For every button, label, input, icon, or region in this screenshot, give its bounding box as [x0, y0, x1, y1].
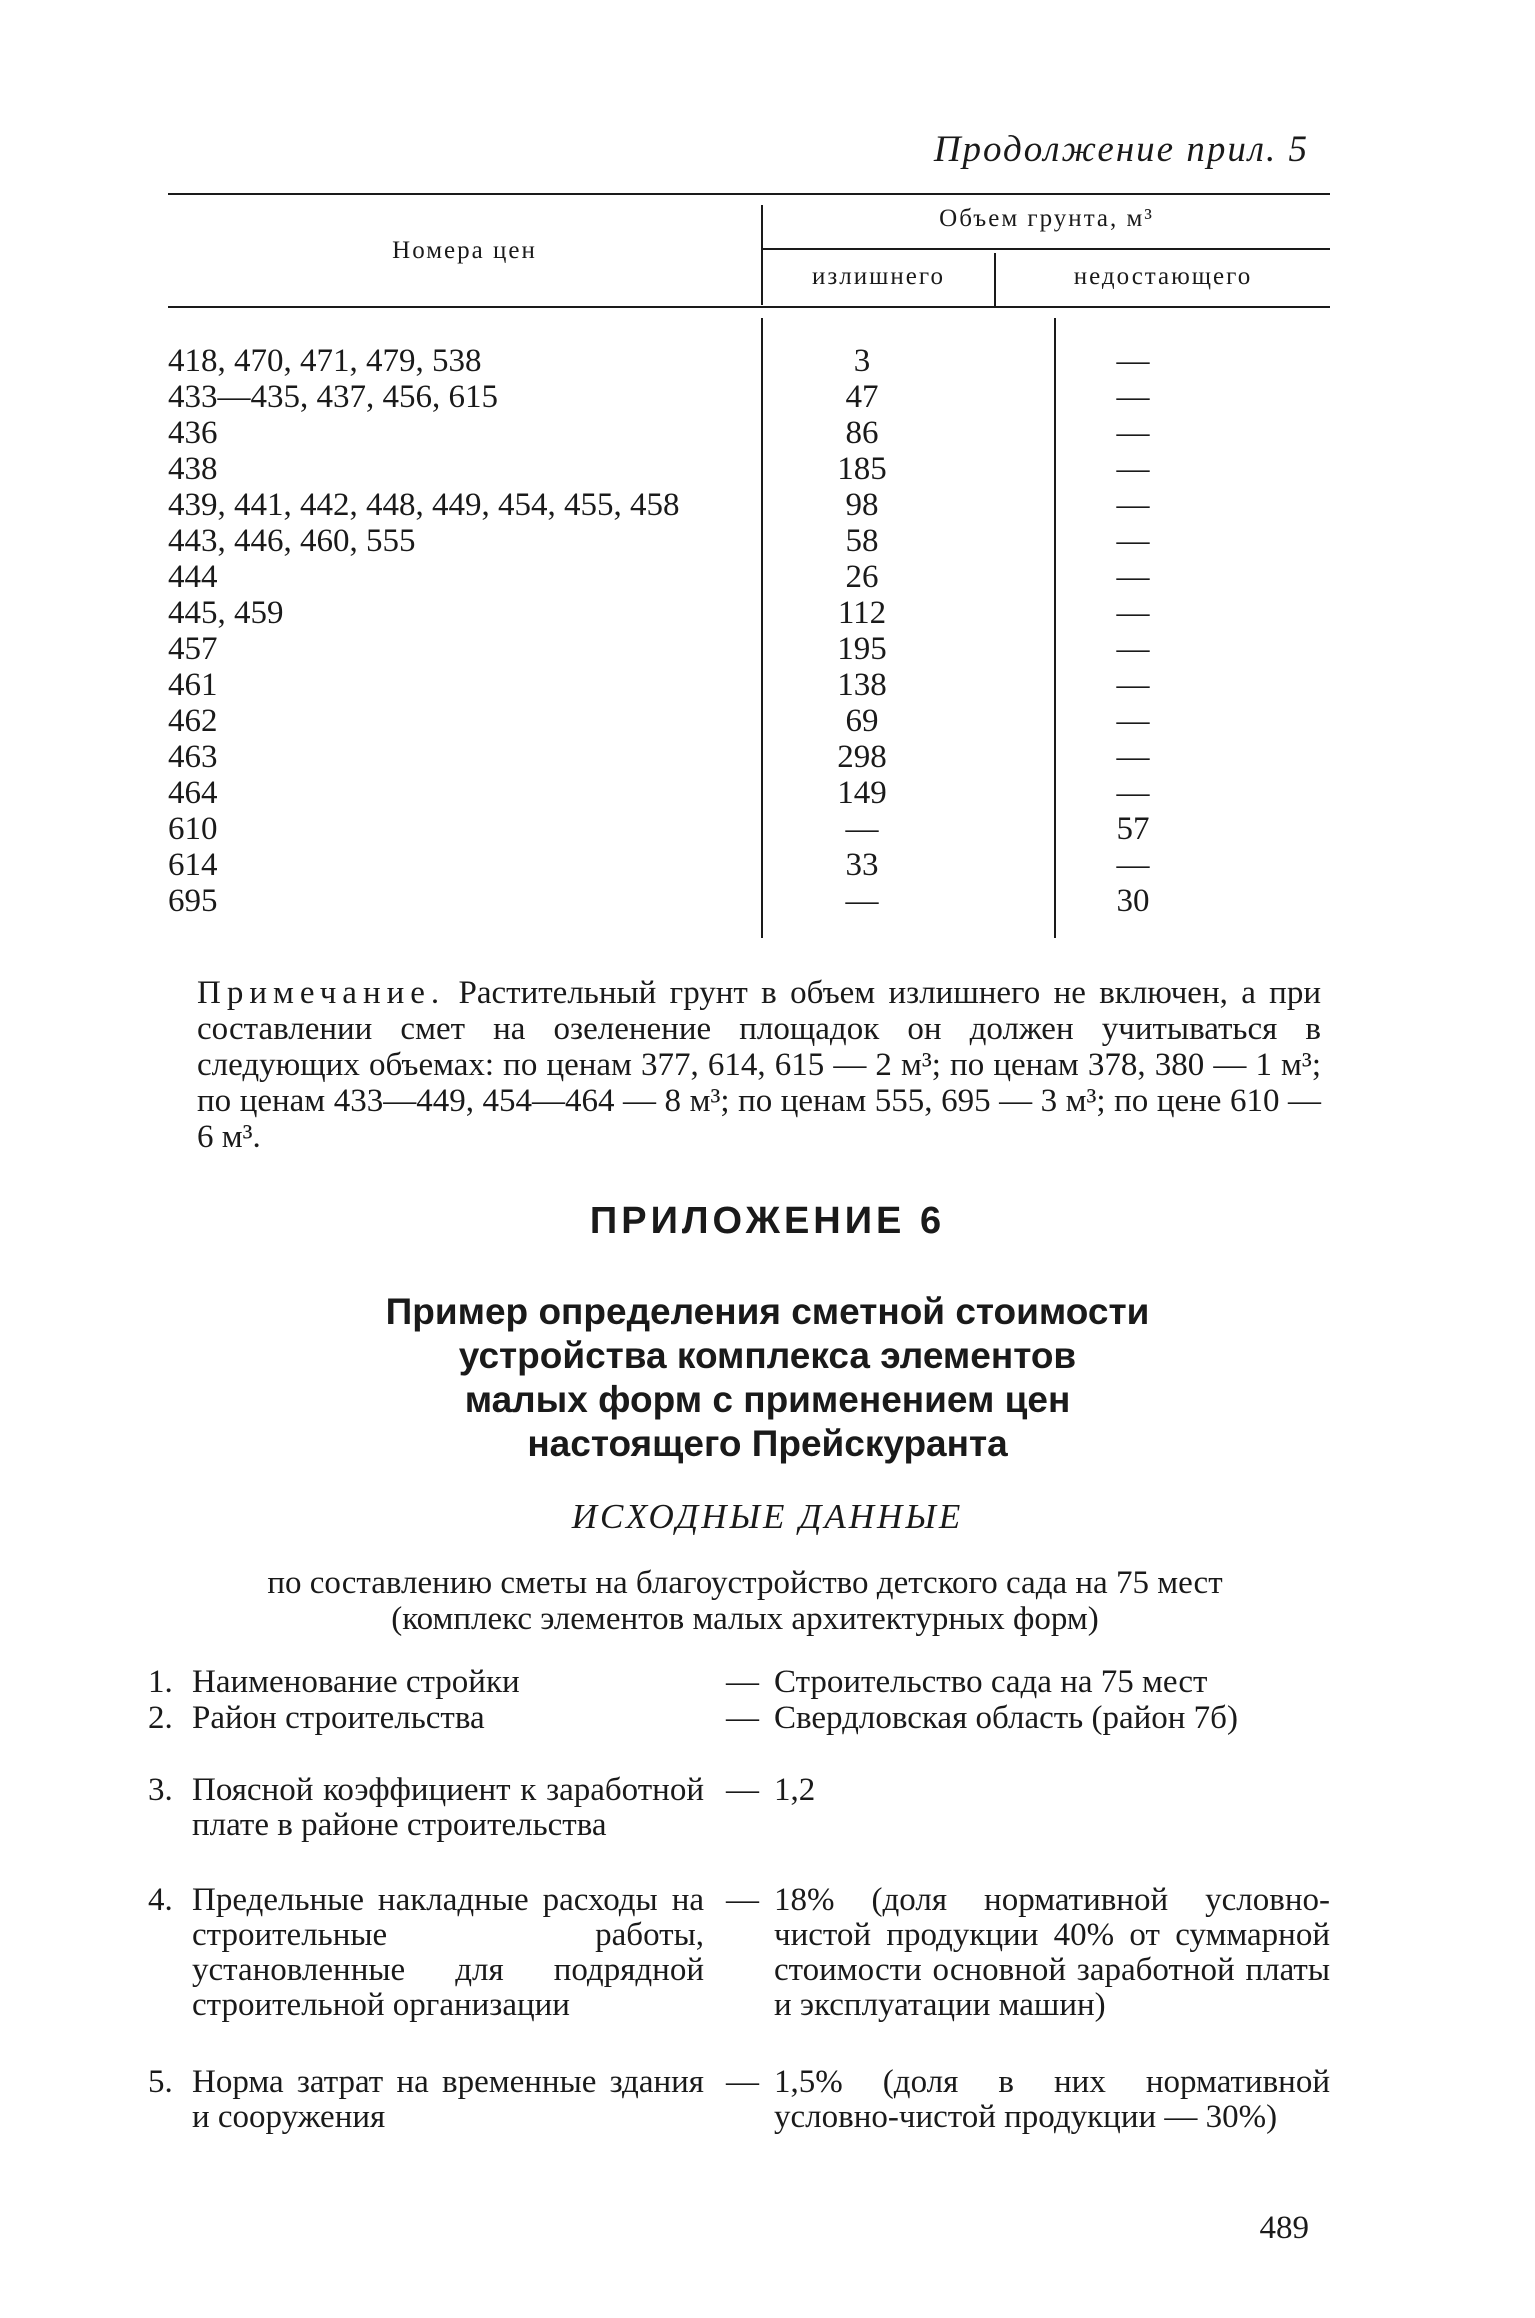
col-header-deficit: недостающего [1073, 263, 1253, 290]
price-numbers-cell: 436 [168, 415, 218, 451]
deficit-volume-cell: 57 [1116, 811, 1150, 847]
item-value: Свердловская область (район 7б) [774, 1700, 1238, 1736]
table-body-divider-1 [761, 318, 763, 938]
price-numbers-cell: 463 [168, 739, 218, 775]
table-top-rule [168, 193, 1330, 195]
subtitle-line: Пример определения сметной стоимости [385, 1291, 1150, 1332]
deficit-volume-cell: 30 [1116, 883, 1150, 919]
soil-volume-table [168, 193, 1330, 940]
item-name: Наименование стройки [192, 1664, 520, 1700]
item-value: 1,2 [774, 1772, 816, 1808]
item-dash: — [726, 1664, 759, 1700]
excess-volume-cell: 69 [845, 703, 879, 739]
price-numbers-cell: 695 [168, 883, 218, 919]
subtitle-line: малых форм с применением цен [464, 1379, 1071, 1420]
intro-line: (комплекс элементов малых архитектурных форм) [391, 1601, 1099, 1637]
price-numbers-cell: 457 [168, 631, 218, 667]
item-value: 1,5% (доля в них нормативной условно-чистой продукции — 30%) [774, 2064, 1330, 2135]
excess-volume-cell: 33 [845, 847, 879, 883]
deficit-volume-cell: — [1116, 559, 1150, 595]
excess-volume-cell: 86 [845, 415, 879, 451]
item-number: 5. [148, 2064, 173, 2100]
deficit-volume-cell: — [1116, 487, 1150, 523]
item-dash: — [726, 1772, 759, 1808]
deficit-volume-cell: — [1116, 739, 1150, 775]
item-name: Поясной коэффициент к заработной плате в районе строительства [192, 1772, 704, 1843]
subtitle-line: устройства комплекса элементов [458, 1335, 1077, 1376]
price-numbers-cell: 464 [168, 775, 218, 811]
continuation-header: Продолжение прил. 5 [933, 129, 1309, 170]
price-numbers-cell: 443, 446, 460, 555 [168, 523, 416, 559]
table-header-rule [168, 306, 1330, 308]
excess-volume-cell: 98 [845, 487, 879, 523]
price-numbers-cell: 462 [168, 703, 218, 739]
excess-volume-cell: 112 [837, 595, 887, 631]
section-heading: ИСХОДНЫЕ ДАННЫЕ [571, 1497, 964, 1536]
price-numbers-cell: 614 [168, 847, 218, 883]
excess-volume-cell: 58 [845, 523, 879, 559]
deficit-volume-cell: — [1116, 415, 1150, 451]
item-value: 18% (доля нормативной условно-чистой продукции 40% от суммарной стоимости основной заработной платы и эксплуатации машин) [774, 1882, 1330, 2023]
deficit-volume-cell: — [1116, 595, 1150, 631]
excess-volume-cell: 149 [837, 775, 887, 811]
excess-volume-cell: 195 [837, 631, 887, 667]
note-label: Примечание. [197, 975, 446, 1011]
deficit-volume-cell: — [1116, 451, 1150, 487]
item-dash: — [726, 2064, 759, 2100]
appendix-subtitle [0, 1290, 1535, 1466]
item-number: 4. [148, 1882, 173, 1918]
deficit-volume-cell: — [1116, 775, 1150, 811]
table-body-divider-2 [1054, 318, 1056, 938]
excess-volume-cell: 138 [837, 667, 887, 703]
page-number: 489 [1259, 2210, 1309, 2246]
deficit-volume-cell: — [1116, 379, 1150, 415]
intro-text [160, 1565, 1330, 1637]
item-number: 2. [148, 1700, 173, 1736]
price-numbers-cell: 461 [168, 667, 218, 703]
table-note [197, 975, 1321, 1155]
price-numbers-cell: 433—435, 437, 456, 615 [168, 379, 498, 415]
price-numbers-cell: 610 [168, 811, 218, 847]
price-numbers-cell: 444 [168, 559, 218, 595]
deficit-volume-cell: — [1116, 631, 1150, 667]
item-dash: — [726, 1700, 759, 1736]
note-text: Растительный грунт в объем излишнего не включен, а при составлении смет на озеленение площадок он должен учитываться в следующих объемах: по ценам 377, 614, 615 — 2 м³; по ценам 378, 380 — 1 м³; по ценам 433—449, 454—464 — 8 м³; по ценам 555, 695 — 3 м³; по цене 610 — 6 м³. [197, 975, 1322, 1155]
col-header-volume: Объем грунта, м³ [939, 205, 1154, 232]
price-numbers-cell: 445, 459 [168, 595, 284, 631]
excess-volume-cell: 3 [853, 343, 871, 379]
intro-line: по составлению сметы на благоустройство детского сада на 75 мест [267, 1565, 1223, 1601]
excess-volume-cell: 47 [845, 379, 879, 415]
deficit-volume-cell: — [1116, 703, 1150, 739]
item-number: 1. [148, 1664, 173, 1700]
table-subheader-rule [761, 248, 1330, 250]
item-dash: — [726, 1882, 759, 1918]
appendix-title: ПРИЛОЖЕНИЕ 6 [589, 1200, 946, 1242]
price-numbers-cell: 418, 470, 471, 479, 538 [168, 343, 482, 379]
price-numbers-cell: 438 [168, 451, 218, 487]
deficit-volume-cell: — [1116, 847, 1150, 883]
item-value: Строительство сада на 75 мест [774, 1664, 1208, 1700]
subtitle-line: настоящего Прейскуранта [527, 1423, 1008, 1464]
item-number: 3. [148, 1772, 173, 1808]
excess-volume-cell: 185 [837, 451, 887, 487]
item-name: Предельные накладные расходы на строительные работы, установленные для подрядной строительной организации [192, 1882, 704, 2023]
excess-volume-cell: 298 [837, 739, 887, 775]
deficit-volume-cell: — [1116, 343, 1150, 379]
excess-volume-cell: — [845, 883, 879, 919]
deficit-volume-cell: — [1116, 667, 1150, 703]
col-header-excess: излишнего [812, 263, 945, 290]
item-name: Норма затрат на временные здания и сооружения [192, 2064, 704, 2135]
item-name: Район строительства [192, 1700, 485, 1736]
col-header-numbers: Номера цен [392, 237, 537, 264]
deficit-volume-cell: — [1116, 523, 1150, 559]
excess-volume-cell: 26 [845, 559, 879, 595]
price-numbers-cell: 439, 441, 442, 448, 449, 454, 455, 458 [168, 487, 680, 523]
excess-volume-cell: — [845, 811, 879, 847]
